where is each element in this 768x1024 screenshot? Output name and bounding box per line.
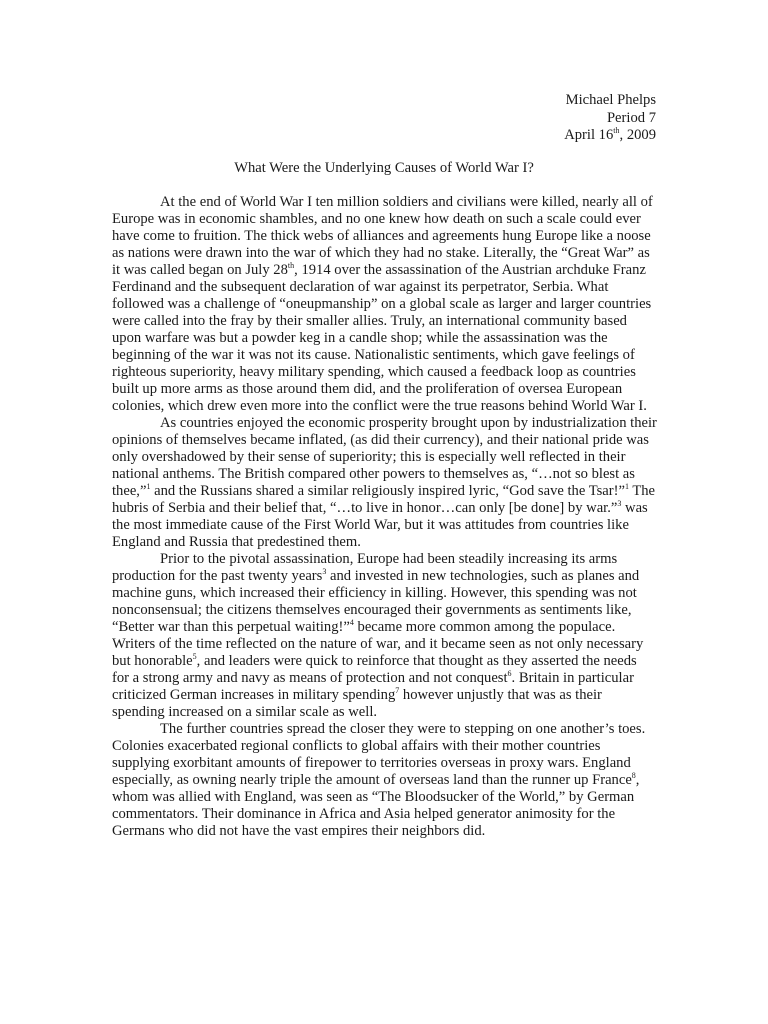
footnote-marker: th: [287, 261, 295, 271]
footnote-marker: 5: [192, 652, 197, 662]
paragraph-text: was the most immediate cause of the First World War, but it was attitudes from countries like England and Russia that predestined them.: [112, 500, 648, 550]
paragraph: [112, 721, 657, 840]
footnote-marker: 8: [631, 771, 636, 781]
paragraph-text: became more common among the populace. Writers of the time reflected on the nature of war, and it became seen as not only necessary but honorable: [112, 619, 644, 669]
date-year: , 2009: [619, 127, 656, 143]
paragraph-text: The further countries spread the closer they were to stepping on one another’s toes. Colonies exacerbated regional conflicts to global affairs with their mother countries supplying exorbitant amounts of firepower to territories overseas in proxy wars. England especially, as owning nearly triple the amount of overseas land than the runner up France: [112, 721, 646, 788]
date-ordinal: th: [613, 126, 620, 136]
paragraph-text: and invested in new technologies, such as planes and machine guns, which increased their efficiency in killing. However, this spending was not nonconsensual; the citizens themselves encouraged their governments as sentiments like, “Better war than this perpetual waiting!”: [112, 568, 640, 635]
footnote-marker: 4: [349, 618, 354, 628]
paragraph-text: , whom was allied with England, was seen as “The Bloodsucker of the World,” by German commentators. Their dominance in Africa and Asia helped generator animosity for the Germans who did not have the vast empires their neighbors did.: [112, 772, 640, 839]
header-block: [564, 92, 656, 145]
paragraph-text: . Britain in particular criticized German increases in military spending: [112, 670, 634, 703]
paragraph-text: , and leaders were quick to reinforce that thought as they asserted the needs for a strong army and navy as means of protection and not conquest: [112, 653, 637, 686]
paragraph: [112, 551, 657, 721]
footnote-marker: 7: [395, 686, 400, 696]
class-period: Period 7: [606, 109, 656, 126]
footnote-marker: 1: [146, 482, 151, 492]
paragraph-text: however unjustly that was as their spending increased on a similar scale as well.: [112, 687, 602, 720]
paragraph-text: As countries enjoyed the economic prosperity brought upon by industrialization their opinions of themselves became inflated, (as did their currency), and their national pride was only overshadowed by their sense of superiority; this is especially well reflected in their national anthems. The British compared other powers to themselves as, “…not so blest as thee,”: [112, 415, 657, 499]
paragraph-text: Prior to the pivotal assassination, Europe had been steadily increasing its arms production for the past twenty years: [112, 551, 618, 584]
author-name: Michael Phelps: [565, 92, 656, 108]
footnote-marker: 3: [617, 499, 622, 509]
footnote-marker: 3: [322, 567, 327, 577]
footnote-marker: 6: [507, 669, 512, 679]
essay-body: [112, 194, 657, 840]
date-main: April 16: [564, 127, 614, 143]
paragraph-text: , 1914 over the assassination of the Austrian archduke Franz Ferdinand and the subsequent declaration of war against its perpetrator, Serbia. What followed was a challenge of “oneupmanship” on a global scale as larger and larger countries were called into the fray by their smaller allies. Truly, an international community based upon warfare was but a powder keg in a candle shop; while the assassination was the beginning of the war it was not its cause. Nationalistic sentiments, which gave feelings of righteous superiority, heavy military spending, which caused a feedback loop as countries built up more arms as those around them did, and the proliferation of oversea European colonies, which drew even more into the conflict were the true reasons behind World War I.: [112, 262, 652, 414]
paragraph-text: The hubris of Serbia and their belief that, “…to live in honor…can only [be done] by war.”: [112, 483, 656, 516]
paragraph-text: and the Russians shared a similar religiously inspired lyric, “God save the Tsar!”: [150, 483, 625, 499]
essay-title: What Were the Underlying Causes of World War I?: [234, 160, 534, 176]
document-date: [564, 127, 656, 145]
paragraph-text: At the end of World War I ten million soldiers and civilians were killed, nearly all of Europe was in economic shambles, and no one knew how death on such a scale could ever have come to fruition. The thick webs of alliances and agreements hung Europe like a noose as nations were drawn into the war of which they had no stake. Literally, the “Great War” as it was called began on July 28: [112, 194, 653, 278]
paragraph: [112, 194, 657, 415]
paragraph: [112, 415, 657, 551]
footnote-marker: 1: [624, 482, 629, 492]
